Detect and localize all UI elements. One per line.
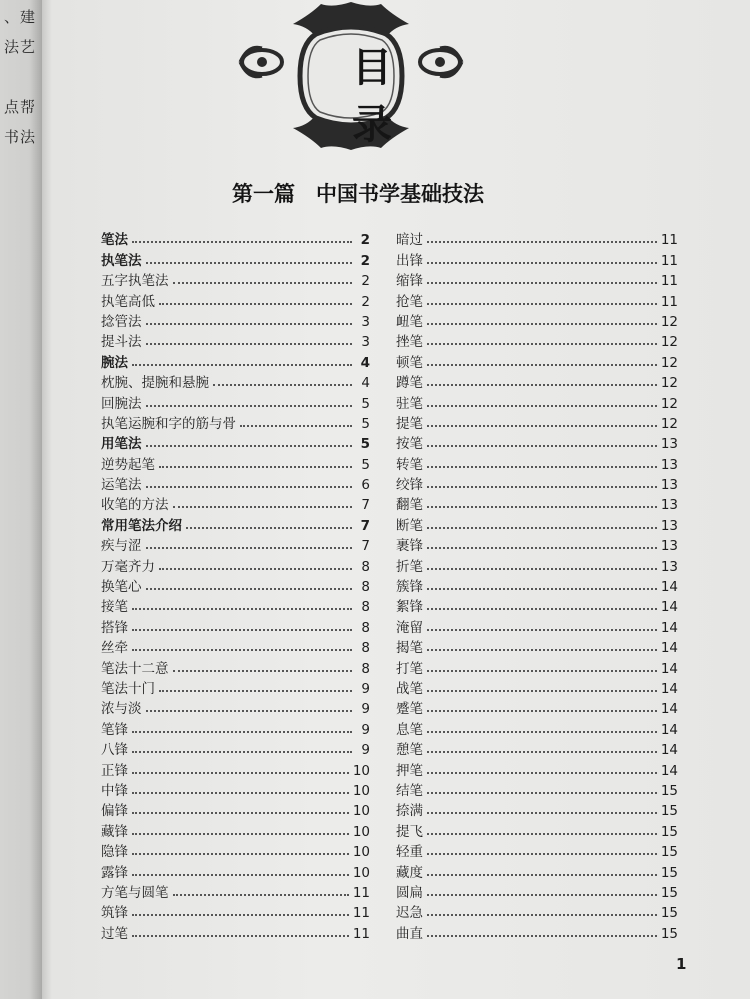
dot-leader [427,608,657,610]
dot-leader [132,629,352,631]
toc-entry[interactable] [396,656,678,676]
dot-leader [427,772,657,774]
toc-entry[interactable] [396,901,678,921]
toc-entry-page: 14 [660,579,678,596]
dot-leader [146,547,353,549]
toc-entry-page: 14 [660,701,678,718]
dot-leader [427,425,657,427]
toc-entry[interactable] [396,228,678,248]
toc-entry-title: 接笔 [101,599,128,616]
toc-entry-page: 13 [660,538,678,555]
dot-leader [213,384,352,386]
toc-entry[interactable] [101,391,370,411]
toc-entry-title: 揭笔 [396,640,423,657]
toc-entry[interactable] [101,717,370,737]
toc-entry-page: 8 [361,579,370,596]
toc-entry-title: 打笔 [396,660,423,677]
toc-entry-page: 14 [660,660,678,677]
toc-entry[interactable] [101,575,370,595]
toc-entry-page: 13 [660,456,678,473]
toc-entry[interactable] [396,636,678,656]
dot-leader [427,506,657,508]
toc-entry-page: 5 [361,456,370,473]
dot-leader [427,303,657,305]
dot-leader [132,364,352,366]
toc-entry-page: 11 [352,884,370,901]
contents-header-ornament [236,0,466,160]
dot-leader [427,874,657,876]
toc-entry-title: 缩锋 [396,273,423,290]
toc-entry-page: 5 [360,436,370,453]
left-page-edge [0,0,42,999]
toc-entry-title: 腕法 [101,354,128,371]
dot-leader [427,486,657,488]
toc-right-column [396,228,678,942]
dot-leader [159,303,352,305]
toc-entry[interactable] [396,697,678,717]
toc-entry-page: 13 [660,558,678,575]
toc-entry[interactable] [101,636,370,656]
dot-leader [132,241,352,243]
toc-entry-title: 筑锋 [101,905,128,922]
dot-leader [427,466,657,468]
toc-entry[interactable] [101,269,370,289]
dot-leader [427,792,657,794]
toc-entry[interactable] [396,921,678,941]
left-page-fragment: 点帮 [4,98,37,116]
dot-leader [173,670,353,672]
toc-entry[interactable] [396,289,678,309]
toc-entry[interactable] [101,432,370,452]
toc-entry-page: 14 [660,619,678,636]
toc-entry-page: 7 [361,497,370,514]
toc-entry-page: 3 [361,313,370,330]
toc-entry-title: 息笔 [396,721,423,738]
dot-leader [427,323,657,325]
toc-entry-page: 14 [660,742,678,759]
toc-entry[interactable] [101,901,370,921]
toc-entry-title: 轻重 [396,844,423,861]
toc-entry-title: 翻笔 [396,497,423,514]
toc-entry[interactable] [101,371,370,391]
toc-entry-page: 12 [660,395,678,412]
toc-entry-title: 笔法 [101,232,128,249]
toc-entry-page: 15 [660,925,678,942]
toc-entry-title: 圆扁 [396,884,423,901]
toc-entry[interactable] [396,350,678,370]
dot-leader [427,547,657,549]
toc-entry-page: 3 [361,334,370,351]
dot-leader [173,506,353,508]
toc-entry[interactable] [101,289,370,309]
dot-leader [146,405,353,407]
toc-entry-title: 挫笔 [396,334,423,351]
toc-entry-page: 7 [361,538,370,555]
toc-entry-page: 9 [361,742,370,759]
toc-entry-page: 12 [660,354,678,371]
toc-entry-page: 2 [361,293,370,310]
dot-leader [427,751,657,753]
dot-leader [132,833,349,835]
toc-entry-title: 顿笔 [396,354,423,371]
toc-entry[interactable] [396,493,678,513]
toc-entry[interactable] [396,717,678,737]
dot-leader [427,527,657,529]
dot-leader [132,731,352,733]
dot-leader [186,527,352,529]
toc-entry-title: 八锋 [101,742,128,759]
toc-entry-page: 15 [660,782,678,799]
dot-leader [132,649,352,651]
toc-entry[interactable] [101,452,370,472]
dot-leader [173,894,349,896]
toc-entry-title: 回腕法 [101,395,142,412]
toc-entry[interactable] [101,779,370,799]
toc-entry-title: 枕腕、提腕和悬腕 [101,375,209,392]
toc-entry-title: 笔锋 [101,721,128,738]
toc-entry-title: 押笔 [396,762,423,779]
toc-entry[interactable] [396,412,678,432]
toc-entry-page: 9 [361,701,370,718]
toc-entry-page: 6 [361,477,370,494]
toc-entry-page: 14 [660,640,678,657]
toc-entry-title: 疾与涩 [101,538,142,555]
toc-entry-title: 露锋 [101,864,128,881]
toc-entry-page: 13 [660,477,678,494]
toc-entry[interactable] [101,656,370,676]
toc-entry-page: 5 [361,395,370,412]
toc-entry[interactable] [396,881,678,901]
dot-leader [146,445,353,447]
toc-entry-page: 11 [660,252,678,269]
toc-entry-page: 14 [660,762,678,779]
toc-entry-page: 13 [660,517,678,534]
toc-entry[interactable] [396,310,678,330]
toc-entry-title: 憩笔 [396,742,423,759]
dot-leader [240,425,352,427]
toc-entry-page: 15 [660,864,678,881]
dot-leader [427,833,657,835]
toc-entry-page: 11 [352,905,370,922]
toc-entry-title: 簇锋 [396,579,423,596]
toc-entry-title: 执笔高低 [101,293,155,310]
toc-entry-page: 15 [660,803,678,820]
toc-entry-title: 中锋 [101,782,128,799]
dot-leader [132,874,349,876]
dot-leader [159,466,352,468]
toc-entry-page: 2 [361,273,370,290]
left-page-fragment: 、建 [4,8,37,26]
dot-leader [427,649,657,651]
toc-entry-page: 15 [660,823,678,840]
toc-entry-page: 2 [360,232,370,249]
page-number: 1 [676,955,687,973]
toc-entry-title: 提飞 [396,823,423,840]
toc-entry[interactable] [101,799,370,819]
toc-entry[interactable] [396,738,678,758]
toc-entry-title: 藏锋 [101,823,128,840]
toc-entry-page: 5 [361,415,370,432]
toc-entry-title: 结笔 [396,782,423,799]
toc-entry[interactable] [101,615,370,635]
dot-leader [146,486,353,488]
toc-entry[interactable] [396,799,678,819]
toc-entry-page: 12 [660,375,678,392]
toc-entry-page: 11 [660,293,678,310]
dot-leader [427,812,657,814]
dot-leader [427,853,657,855]
toc-entry-page: 8 [361,599,370,616]
dot-leader [132,812,349,814]
toc-entry-title: 提斗法 [101,334,142,351]
dot-leader [132,935,349,937]
toc-entry[interactable] [396,840,678,860]
toc-entry[interactable] [396,575,678,595]
toc-entry[interactable] [396,779,678,799]
toc-entry[interactable] [396,819,678,839]
toc-entry[interactable] [396,534,678,554]
toc-entry-title: 出锋 [396,252,423,269]
dot-leader [427,384,657,386]
dot-leader [427,588,657,590]
toc-entry-title: 裹锋 [396,538,423,555]
toc-entry-page: 10 [352,864,370,881]
toc-entry-page: 15 [660,905,678,922]
toc-entry-page: 13 [660,497,678,514]
toc-entry-title: 蹲笔 [396,375,423,392]
toc-entry-page: 8 [361,619,370,636]
toc-entry[interactable] [101,248,370,268]
part-title: 第一篇 中国书学基础技法 [232,182,484,206]
toc-entry-title: 运笔法 [101,477,142,494]
toc-entry-title: 逆势起笔 [101,456,155,473]
toc-entry-page: 12 [660,313,678,330]
toc-entry-title: 抢笔 [396,293,423,310]
toc-entry[interactable] [101,473,370,493]
dot-leader [427,282,657,284]
toc-entry-page: 15 [660,884,678,901]
dot-leader [427,894,657,896]
dot-leader [427,568,657,570]
toc-entry[interactable] [101,738,370,758]
toc-entry-title: 转笔 [396,456,423,473]
toc-entry-page: 8 [361,660,370,677]
toc-entry[interactable] [101,310,370,330]
toc-entry[interactable] [396,758,678,778]
toc-entry-title: 用笔法 [101,436,142,453]
toc-entry[interactable] [396,677,678,697]
dot-leader [427,710,657,712]
toc-entry-title: 捺满 [396,803,423,820]
toc-entry-title: 浓与淡 [101,701,142,718]
dot-leader [146,710,353,712]
toc-entry[interactable] [396,554,678,574]
toc-entry[interactable] [101,840,370,860]
toc-left-column [101,228,370,942]
toc-entry-title: 淹留 [396,619,423,636]
toc-entry[interactable] [101,921,370,941]
dot-leader [427,241,657,243]
toc-entry[interactable] [396,452,678,472]
toc-entry-title: 捻管法 [101,313,142,330]
toc-entry[interactable] [396,371,678,391]
toc-entry-page: 10 [352,844,370,861]
toc-entry[interactable] [396,391,678,411]
toc-entry[interactable] [396,615,678,635]
dot-leader [132,608,352,610]
left-page-fragment: 法艺 [4,38,37,56]
toc-entry-title: 折笔 [396,558,423,575]
toc-entry-page: 10 [352,803,370,820]
toc-entry-title: 换笔心 [101,579,142,596]
dot-leader [427,262,657,264]
toc-entry-title: 提笔 [396,415,423,432]
toc-entry-title: 暗过 [396,232,423,249]
toc-entry[interactable] [101,819,370,839]
toc-entry-title: 常用笔法介绍 [101,517,182,534]
dot-leader [427,914,657,916]
toc-entry[interactable] [101,228,370,248]
toc-entry-title: 五字执笔法 [101,273,169,290]
dot-leader [132,853,349,855]
dot-leader [132,914,349,916]
left-page-fragment: 书法 [4,128,37,146]
toc-entry-page: 12 [660,415,678,432]
toc-entry-title: 绞锋 [396,477,423,494]
toc-entry-title: 搭锋 [101,619,128,636]
toc-entry[interactable] [396,330,678,350]
toc-entry-title: 隐锋 [101,844,128,861]
contents-title: 目 录 [352,44,406,148]
toc-entry[interactable] [101,758,370,778]
toc-entry-title: 絮锋 [396,599,423,616]
toc-entry-title: 过笔 [101,925,128,942]
toc-entry-page: 14 [660,599,678,616]
toc-entry-title: 断笔 [396,517,423,534]
toc-entry-title: 驻笔 [396,395,423,412]
dot-leader [146,343,353,345]
toc-entry-page: 14 [660,721,678,738]
dot-leader [427,935,657,937]
toc-entry[interactable] [101,534,370,554]
dot-leader [159,568,352,570]
toc-entry-title: 执笔运腕和字的筋与骨 [101,415,236,432]
dot-leader [146,323,353,325]
toc-entry-title: 笔法十门 [101,680,155,697]
toc-entry-title: 笔法十二意 [101,660,169,677]
toc-entry-page: 11 [660,273,678,290]
toc-entry-title: 衄笔 [396,313,423,330]
toc-entry-title: 曲直 [396,925,423,942]
toc-entry-page: 10 [352,762,370,779]
dot-leader [427,670,657,672]
toc-entry-title: 偏锋 [101,803,128,820]
toc-entry[interactable] [101,493,370,513]
toc-entry-title: 藏度 [396,864,423,881]
toc-entry-page: 4 [360,354,370,371]
toc-entry[interactable] [396,473,678,493]
dot-leader [159,690,352,692]
toc-entry-page: 9 [361,721,370,738]
toc-entry-title: 方笔与圆笔 [101,884,169,901]
toc-entry[interactable] [396,595,678,615]
toc-entry-page: 7 [360,517,370,534]
toc-entry-title: 迟急 [396,905,423,922]
toc-entry[interactable] [396,860,678,880]
toc-entry-page: 4 [361,375,370,392]
toc-entry-page: 10 [352,782,370,799]
toc-entry-page: 11 [352,925,370,942]
toc-entry[interactable] [396,513,678,533]
toc-entry[interactable] [101,513,370,533]
toc-entry[interactable] [101,881,370,901]
toc-entry-page: 12 [660,334,678,351]
toc-entry[interactable] [101,350,370,370]
dot-leader [146,588,353,590]
toc-entry-title: 战笔 [396,680,423,697]
dot-leader [146,262,353,264]
dot-leader [427,343,657,345]
toc-entry[interactable] [101,595,370,615]
dot-leader [427,364,657,366]
toc-entry[interactable] [101,412,370,432]
dot-leader [132,792,349,794]
toc-entry-title: 万毫齐力 [101,558,155,575]
dot-leader [427,690,657,692]
toc-entry[interactable] [101,677,370,697]
toc-entry-page: 10 [352,823,370,840]
toc-entry-title: 按笔 [396,436,423,453]
toc-entry[interactable] [101,554,370,574]
dot-leader [132,751,352,753]
toc-entry-page: 15 [660,844,678,861]
dot-leader [427,445,657,447]
toc-entry-page: 11 [660,232,678,249]
toc-entry[interactable] [101,860,370,880]
dot-leader [173,282,353,284]
toc-entry-title: 蹙笔 [396,701,423,718]
toc-entry[interactable] [396,269,678,289]
toc-entry[interactable] [101,330,370,350]
toc-entry-title: 正锋 [101,762,128,779]
toc-entry[interactable] [101,697,370,717]
toc-entry[interactable] [396,248,678,268]
toc-entry-page: 13 [660,436,678,453]
toc-entry-page: 9 [361,680,370,697]
toc-entry-page: 14 [660,680,678,697]
toc-entry-page: 2 [360,252,370,269]
toc-entry-title: 收笔的方法 [101,497,169,514]
toc-entry-page: 8 [361,558,370,575]
dot-leader [132,772,349,774]
dot-leader [427,629,657,631]
toc-entry[interactable] [396,432,678,452]
toc-entry-title: 执笔法 [101,252,142,269]
dot-leader [427,405,657,407]
dot-leader [427,731,657,733]
toc-entry-title: 丝牵 [101,640,128,657]
toc-entry-page: 8 [361,640,370,657]
